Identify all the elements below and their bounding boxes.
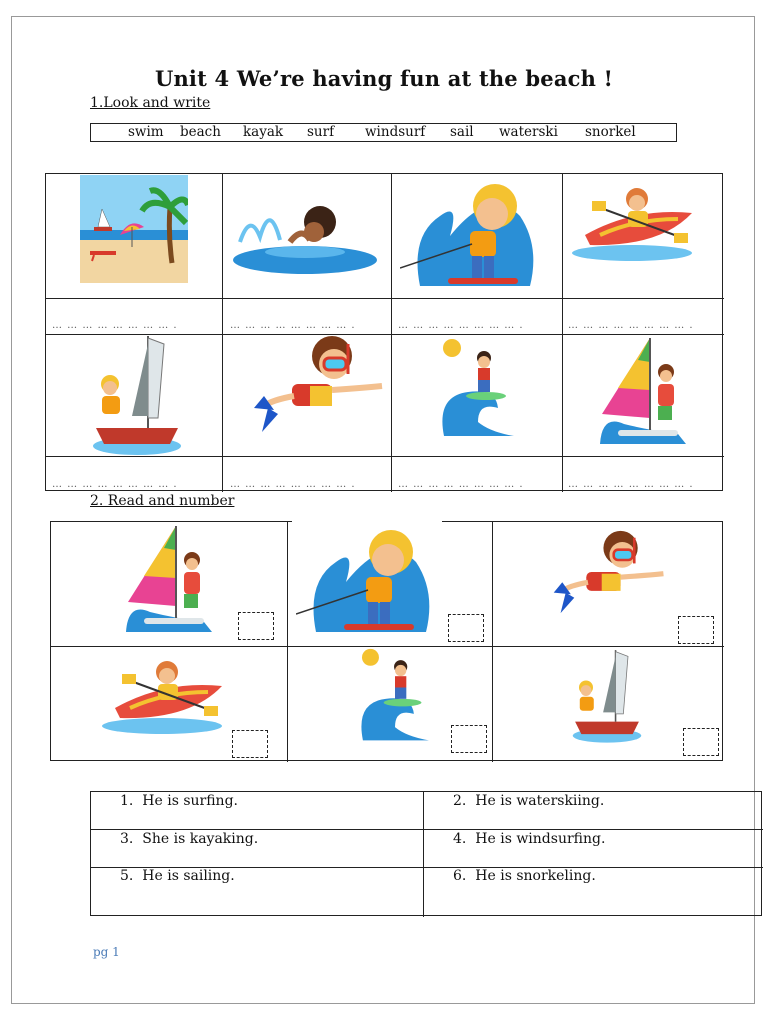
surf-picture xyxy=(355,646,435,746)
surf-picture xyxy=(438,336,518,442)
sentence-number: 2. xyxy=(453,793,467,809)
snorkel-picture xyxy=(552,522,672,622)
sentence-1 xyxy=(120,793,238,809)
word-swim: swim xyxy=(128,124,164,140)
kayak-picture xyxy=(570,185,700,265)
sentence-text: He is sailing. xyxy=(142,868,235,884)
number-box[interactable] xyxy=(678,616,714,644)
number-box[interactable] xyxy=(683,728,719,756)
windsurf-picture xyxy=(124,522,214,636)
word-waterski: waterski xyxy=(499,124,558,140)
sentence-number: 4. xyxy=(453,831,467,847)
sentence-number: 6. xyxy=(453,868,467,884)
answer-line[interactable]: … … … … … … … … . xyxy=(52,320,178,331)
word-beach: beach xyxy=(180,124,221,140)
sentence-text: He is windsurfing. xyxy=(475,831,606,847)
sentence-table xyxy=(90,791,762,916)
sentence-3 xyxy=(120,831,258,847)
page-title: Unit 4 We’re having fun at the beach ! xyxy=(154,66,614,91)
waterski-picture xyxy=(400,176,550,296)
word-surf: surf xyxy=(307,124,335,140)
section2-heading: 2. Read and number xyxy=(90,493,235,509)
page-number: pg 1 xyxy=(93,945,120,959)
answer-line[interactable]: … … … … … … … … . xyxy=(398,479,524,490)
answer-line[interactable]: … … … … … … … … . xyxy=(230,479,356,490)
word-kayak: kayak xyxy=(243,124,284,140)
answer-line[interactable]: … … … … … … … … . xyxy=(568,320,694,331)
sentence-number: 5. xyxy=(120,868,134,884)
section1-heading: 1.Look and write xyxy=(90,95,211,111)
sail-picture xyxy=(572,646,642,746)
sentence-number: 1. xyxy=(120,793,134,809)
sentence-5 xyxy=(120,868,235,884)
sentence-2 xyxy=(453,793,604,809)
kayak-picture xyxy=(100,658,230,738)
sentence-text: He is surfing. xyxy=(142,793,238,809)
word-sail: sail xyxy=(450,124,474,140)
answer-line[interactable]: … … … … … … … … . xyxy=(52,479,178,490)
answer-line[interactable]: … … … … … … … … . xyxy=(230,320,356,331)
number-box[interactable] xyxy=(451,725,487,753)
number-box[interactable] xyxy=(232,730,268,758)
sentence-text: He is waterskiing. xyxy=(475,793,605,809)
answer-line[interactable]: … … … … … … … … . xyxy=(568,479,694,490)
sail-picture xyxy=(92,334,182,456)
sentence-text: She is kayaking. xyxy=(142,831,259,847)
number-box[interactable] xyxy=(448,614,484,642)
word-snorkel: snorkel xyxy=(585,124,636,140)
answer-line[interactable]: … … … … … … … … . xyxy=(398,320,524,331)
swim-picture xyxy=(230,182,380,282)
beach-picture xyxy=(80,175,188,283)
windsurf-picture xyxy=(598,334,688,448)
sentence-number: 3. xyxy=(120,831,134,847)
number-box[interactable] xyxy=(238,612,274,640)
sentence-6 xyxy=(453,868,596,884)
waterski-picture xyxy=(296,522,446,642)
sentence-text: He is snorkeling. xyxy=(475,868,596,884)
sentence-4 xyxy=(453,831,605,847)
word-windsurf: windsurf xyxy=(365,124,426,140)
word-bank xyxy=(90,123,677,142)
snorkel-picture xyxy=(252,334,392,434)
